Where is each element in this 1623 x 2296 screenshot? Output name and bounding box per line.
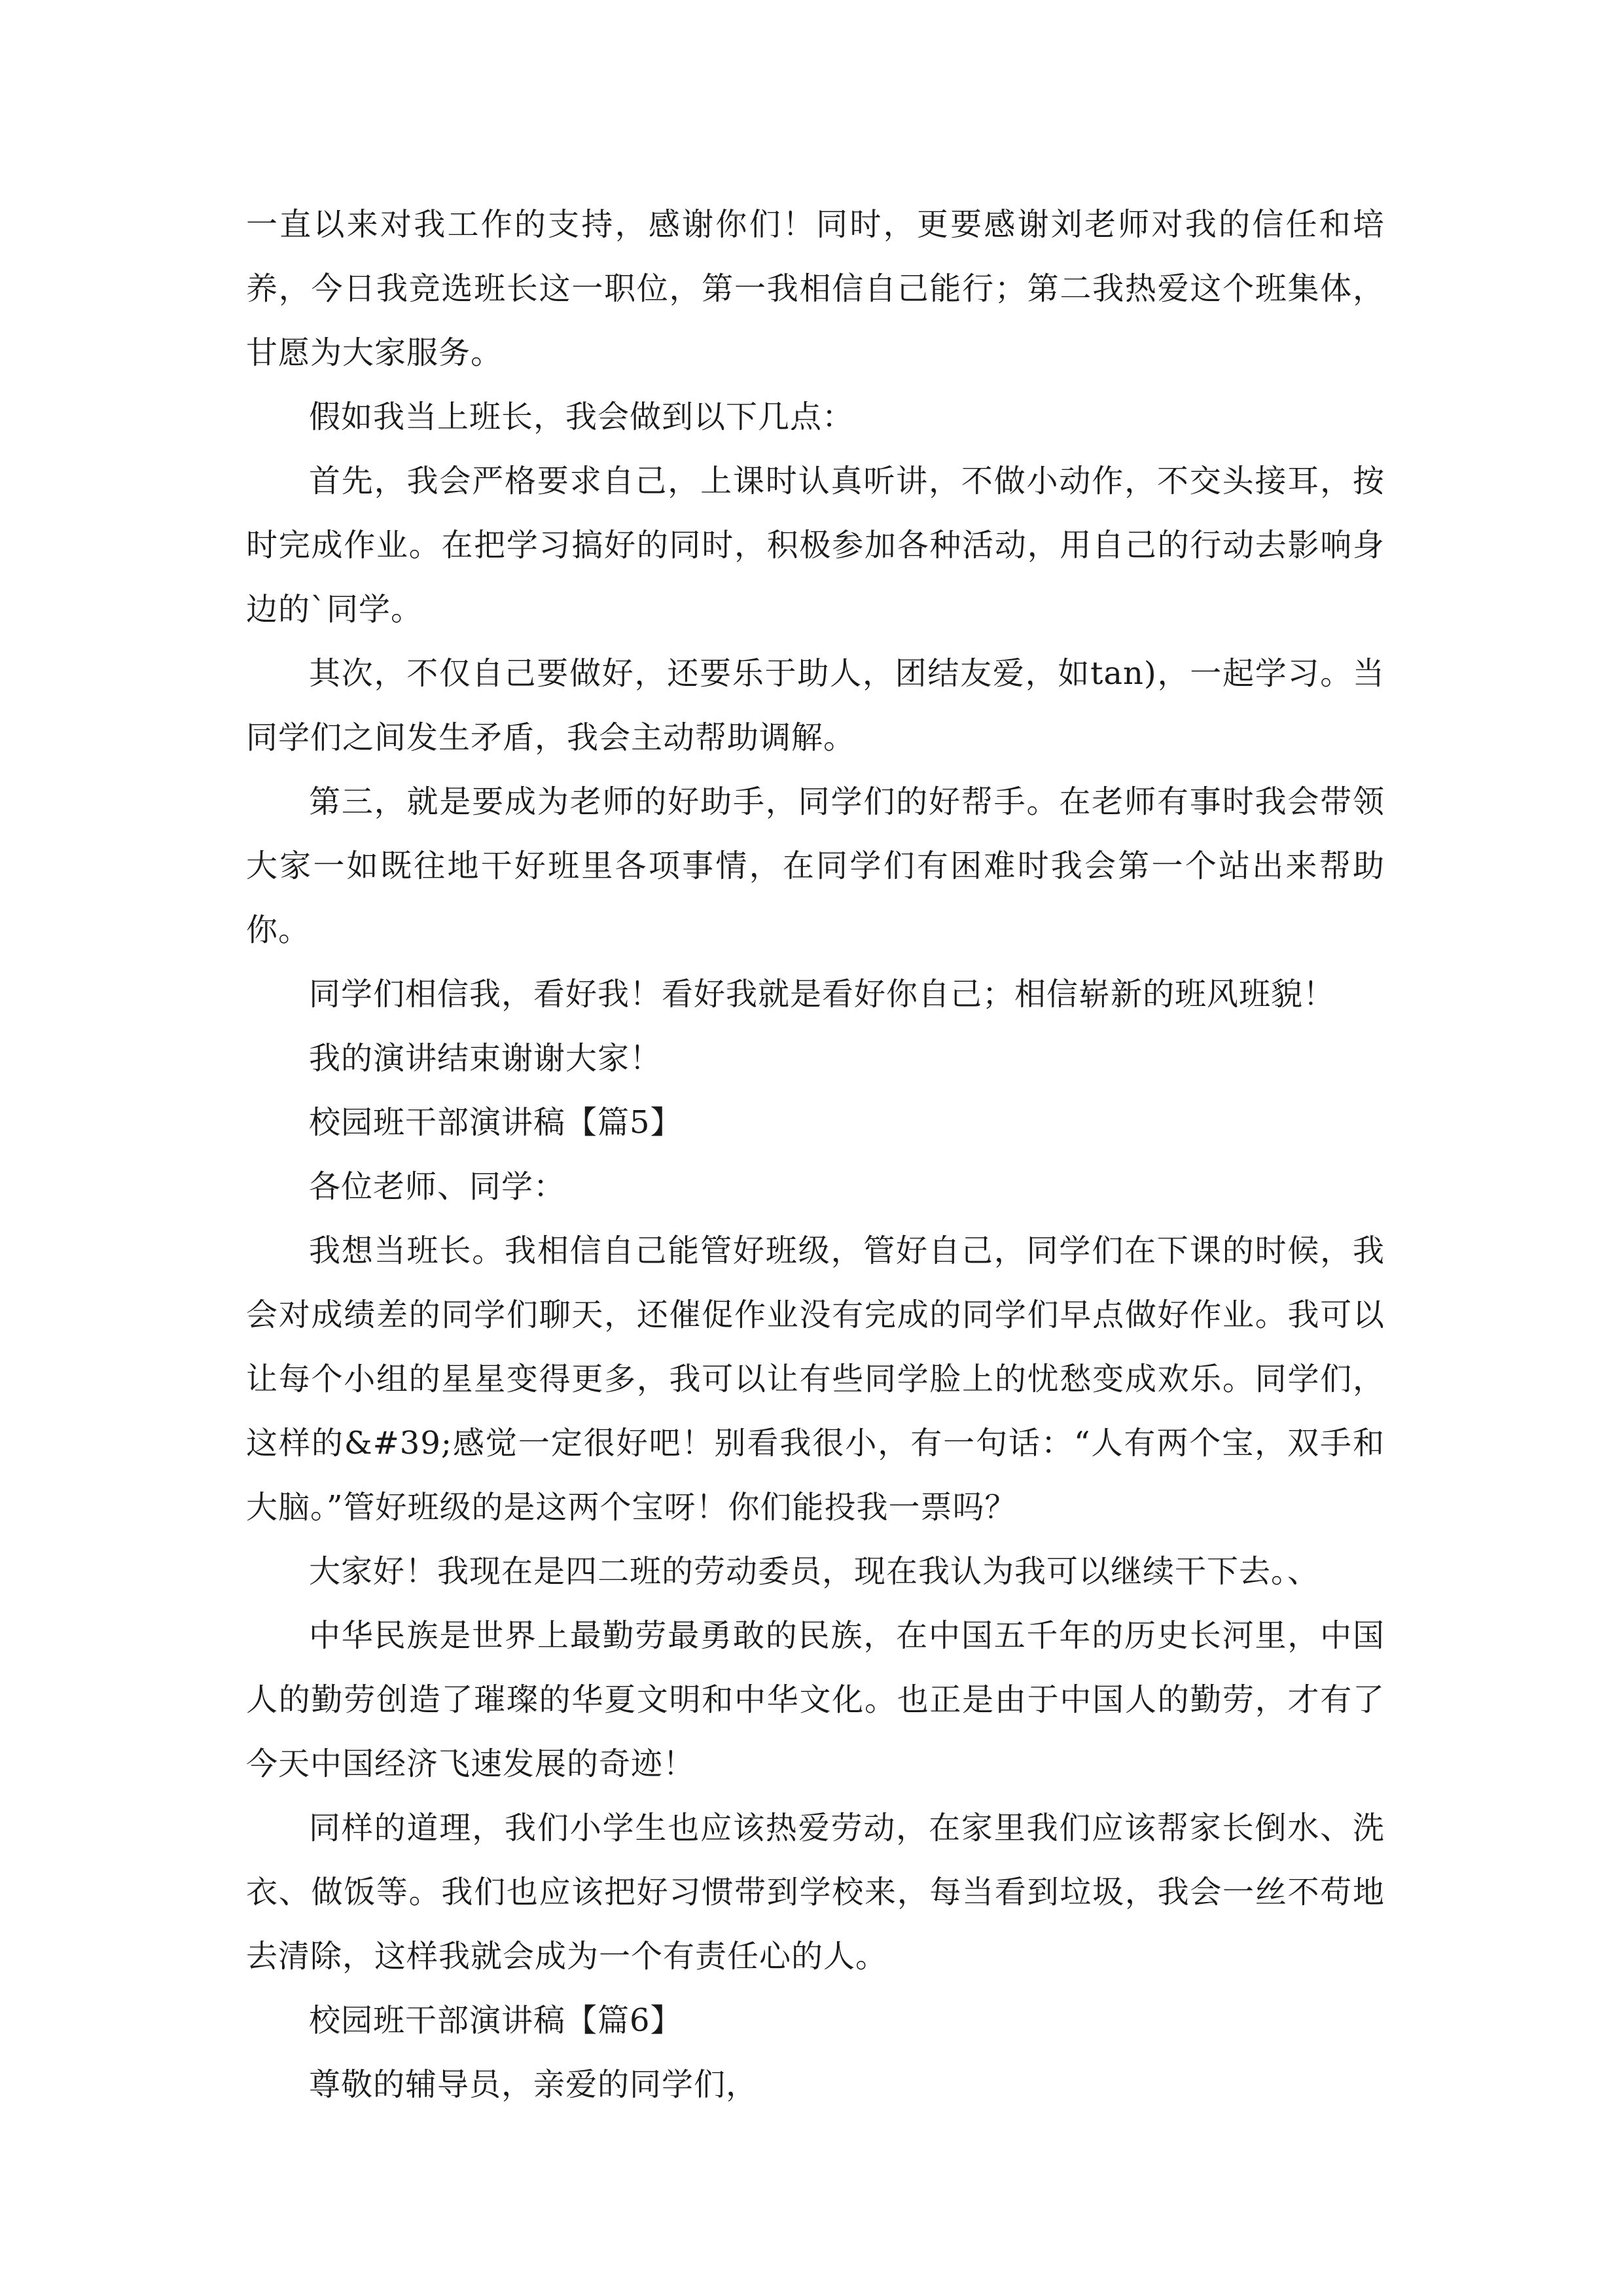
section-heading: 校园班干部演讲稿【篇5】	[309, 1104, 683, 1141]
paragraph: 大家好！我现在是四二班的劳动委员，现在我认为我可以继续干下去。、	[309, 1553, 1320, 1590]
paragraph: 中华民族是世界上最勤劳最勇敢的民族，在中国五千年的历史长河里，中国人的勤劳创造了璀璨的华夏文明和中华文化。也正是由于中国人的勤劳，才有了今天中国经济飞速发展的奇迹！	[246, 1617, 1385, 1782]
salutation: 尊敬的辅导员，亲爱的同学们，	[309, 2066, 758, 2103]
paragraph: 假如我当上班长，我会做到以下几点：	[309, 399, 855, 435]
paragraph: 首先，我会严格要求自己，上课时认真听讲，不做小动作，不交头接耳，按时完成作业。在把学习搞好的同时，积极参加各种活动，用自己的行动去影响身边的`同学。	[246, 463, 1385, 628]
document-body	[246, 192, 1385, 2117]
salutation: 各位老师、同学：	[309, 1168, 566, 1205]
paragraph: 第三，就是要成为老师的好助手，同学们的好帮手。在老师有事时我会带领大家一如既往地干好班里各项事情，在同学们有困难时我会第一个站出来帮助你。	[246, 783, 1385, 948]
paragraph: 同样的道理，我们小学生也应该热爱劳动，在家里我们应该帮家长倒水、洗衣、做饭等。我们也应该把好习惯带到学校来，每当看到垃圾，我会一丝不苟地去清除，这样我就会成为一个有责任心的人。	[246, 1810, 1385, 1975]
paragraph: 我想当班长。我相信自己能管好班级，管好自己，同学们在下课的时候，我会对成绩差的同学们聊天，还催促作业没有完成的同学们早点做好作业。我可以让每个小组的星星变得更多，我可以让有些同学脸上的忧愁变成欢乐。同学们，这样的&#39;感觉一定很好吧！别看我很小，有一句话：“人有两个宝，双手和大脑。”管好班级的是这两个宝呀！你们能投我一票吗？	[246, 1232, 1385, 1526]
section-heading: 校园班干部演讲稿【篇6】	[309, 2002, 683, 2039]
paragraph: 同学们相信我，看好我！看好我就是看好你自己；相信崭新的班风班貌！	[309, 976, 1336, 1013]
paragraph: 其次，不仅自己要做好，还要乐于助人，团结友爱，如tan)，一起学习。当同学们之间发生矛盾，我会主动帮助调解。	[246, 655, 1385, 756]
paragraph: 我的演讲结束谢谢大家！	[309, 1040, 662, 1077]
paragraph: 一直以来对我工作的支持，感谢你们！同时，更要感谢刘老师对我的信任和培养，今日我竞选班长这一职位，第一我相信自己能行；第二我热爱这个班集体，甘愿为大家服务。	[246, 206, 1385, 371]
